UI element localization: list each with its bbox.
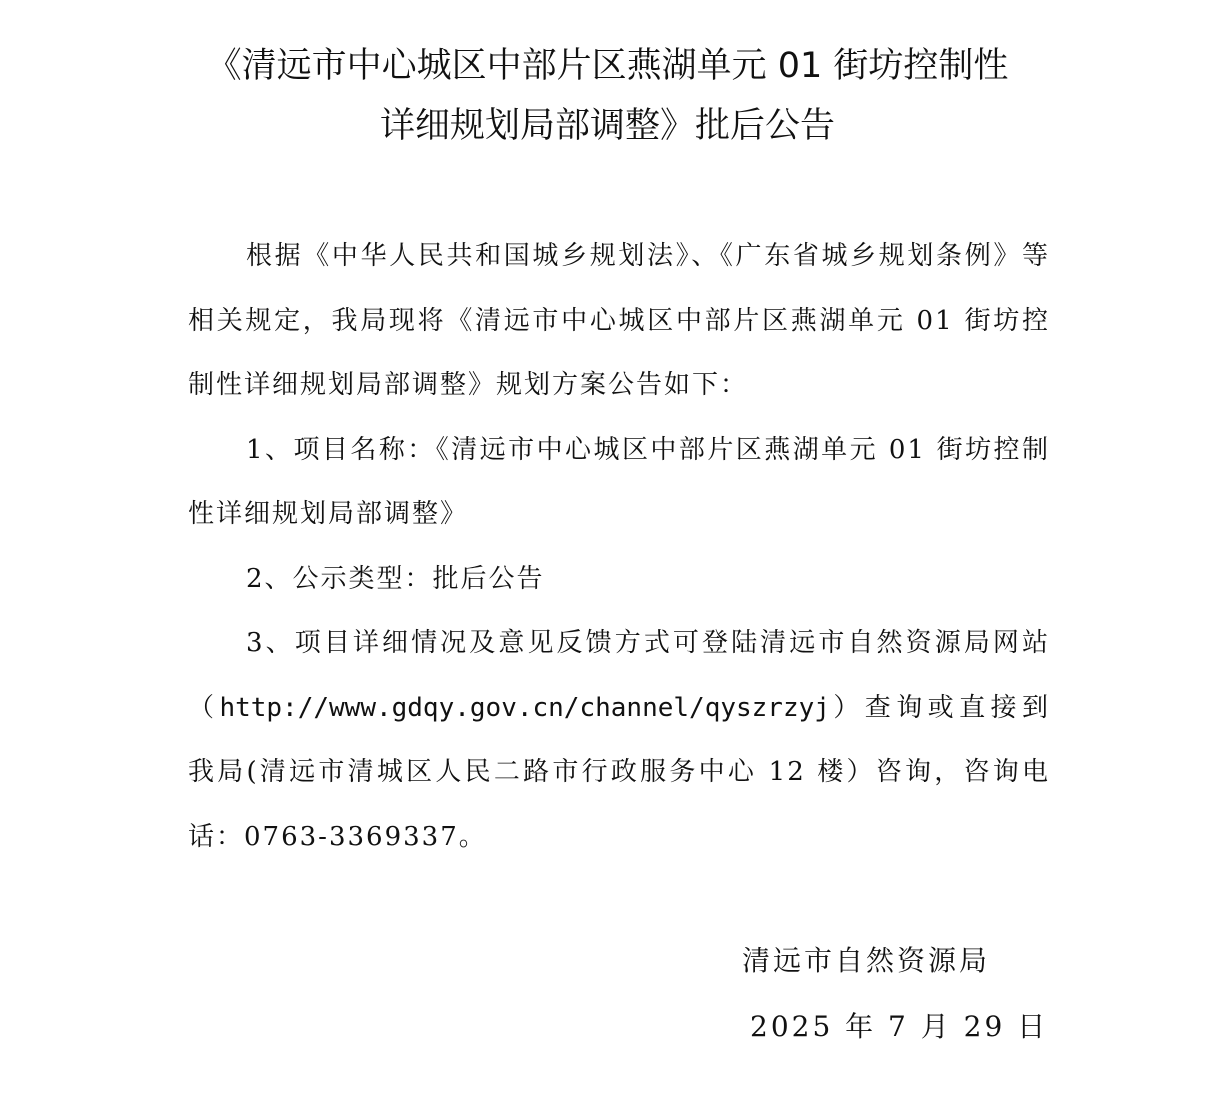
contact-info-suffix: ）查询或直接到我局(清远市清城区人民二路市行政服务中心 12 楼）咨询，咨询电话：0763-3369337。	[188, 692, 1050, 852]
signature-block	[700, 928, 1049, 1060]
issue-date: 2025 年 7 月 29 日	[750, 1010, 1049, 1043]
document-body	[188, 224, 1050, 869]
title-line-1: 《清远市中心城区中部片区燕湖单元 01 街坊控制性	[206, 46, 1009, 86]
document-title	[0, 36, 1215, 156]
title-line-2: 详细规划局部调整》批后公告	[379, 106, 835, 146]
item-contact-info	[188, 611, 1050, 869]
item-project-name: 1、项目名称：《清远市中心城区中部片区燕湖单元 01 街坊控制性详细规划局部调整》	[188, 434, 1050, 529]
item-notice-type: 2、公示类型：批后公告	[246, 563, 545, 594]
contact-info-prefix: 3、项目详细情况及意见反馈方式可登陆清远市自然资源局网站（	[188, 628, 1050, 723]
issuing-organization: 清远市自然资源局	[742, 944, 991, 977]
website-url[interactable]: http://www.gdqy.gov.cn/channel/qyszrzyj	[219, 692, 830, 723]
intro-paragraph: 根据《中华人民共和国城乡规划法》、《广东省城乡规划条例》等相关规定，我局现将《清远市中心城区中部片区燕湖单元 01 街坊控制性详细规划局部调整》规划方案公告如下：	[188, 241, 1050, 400]
